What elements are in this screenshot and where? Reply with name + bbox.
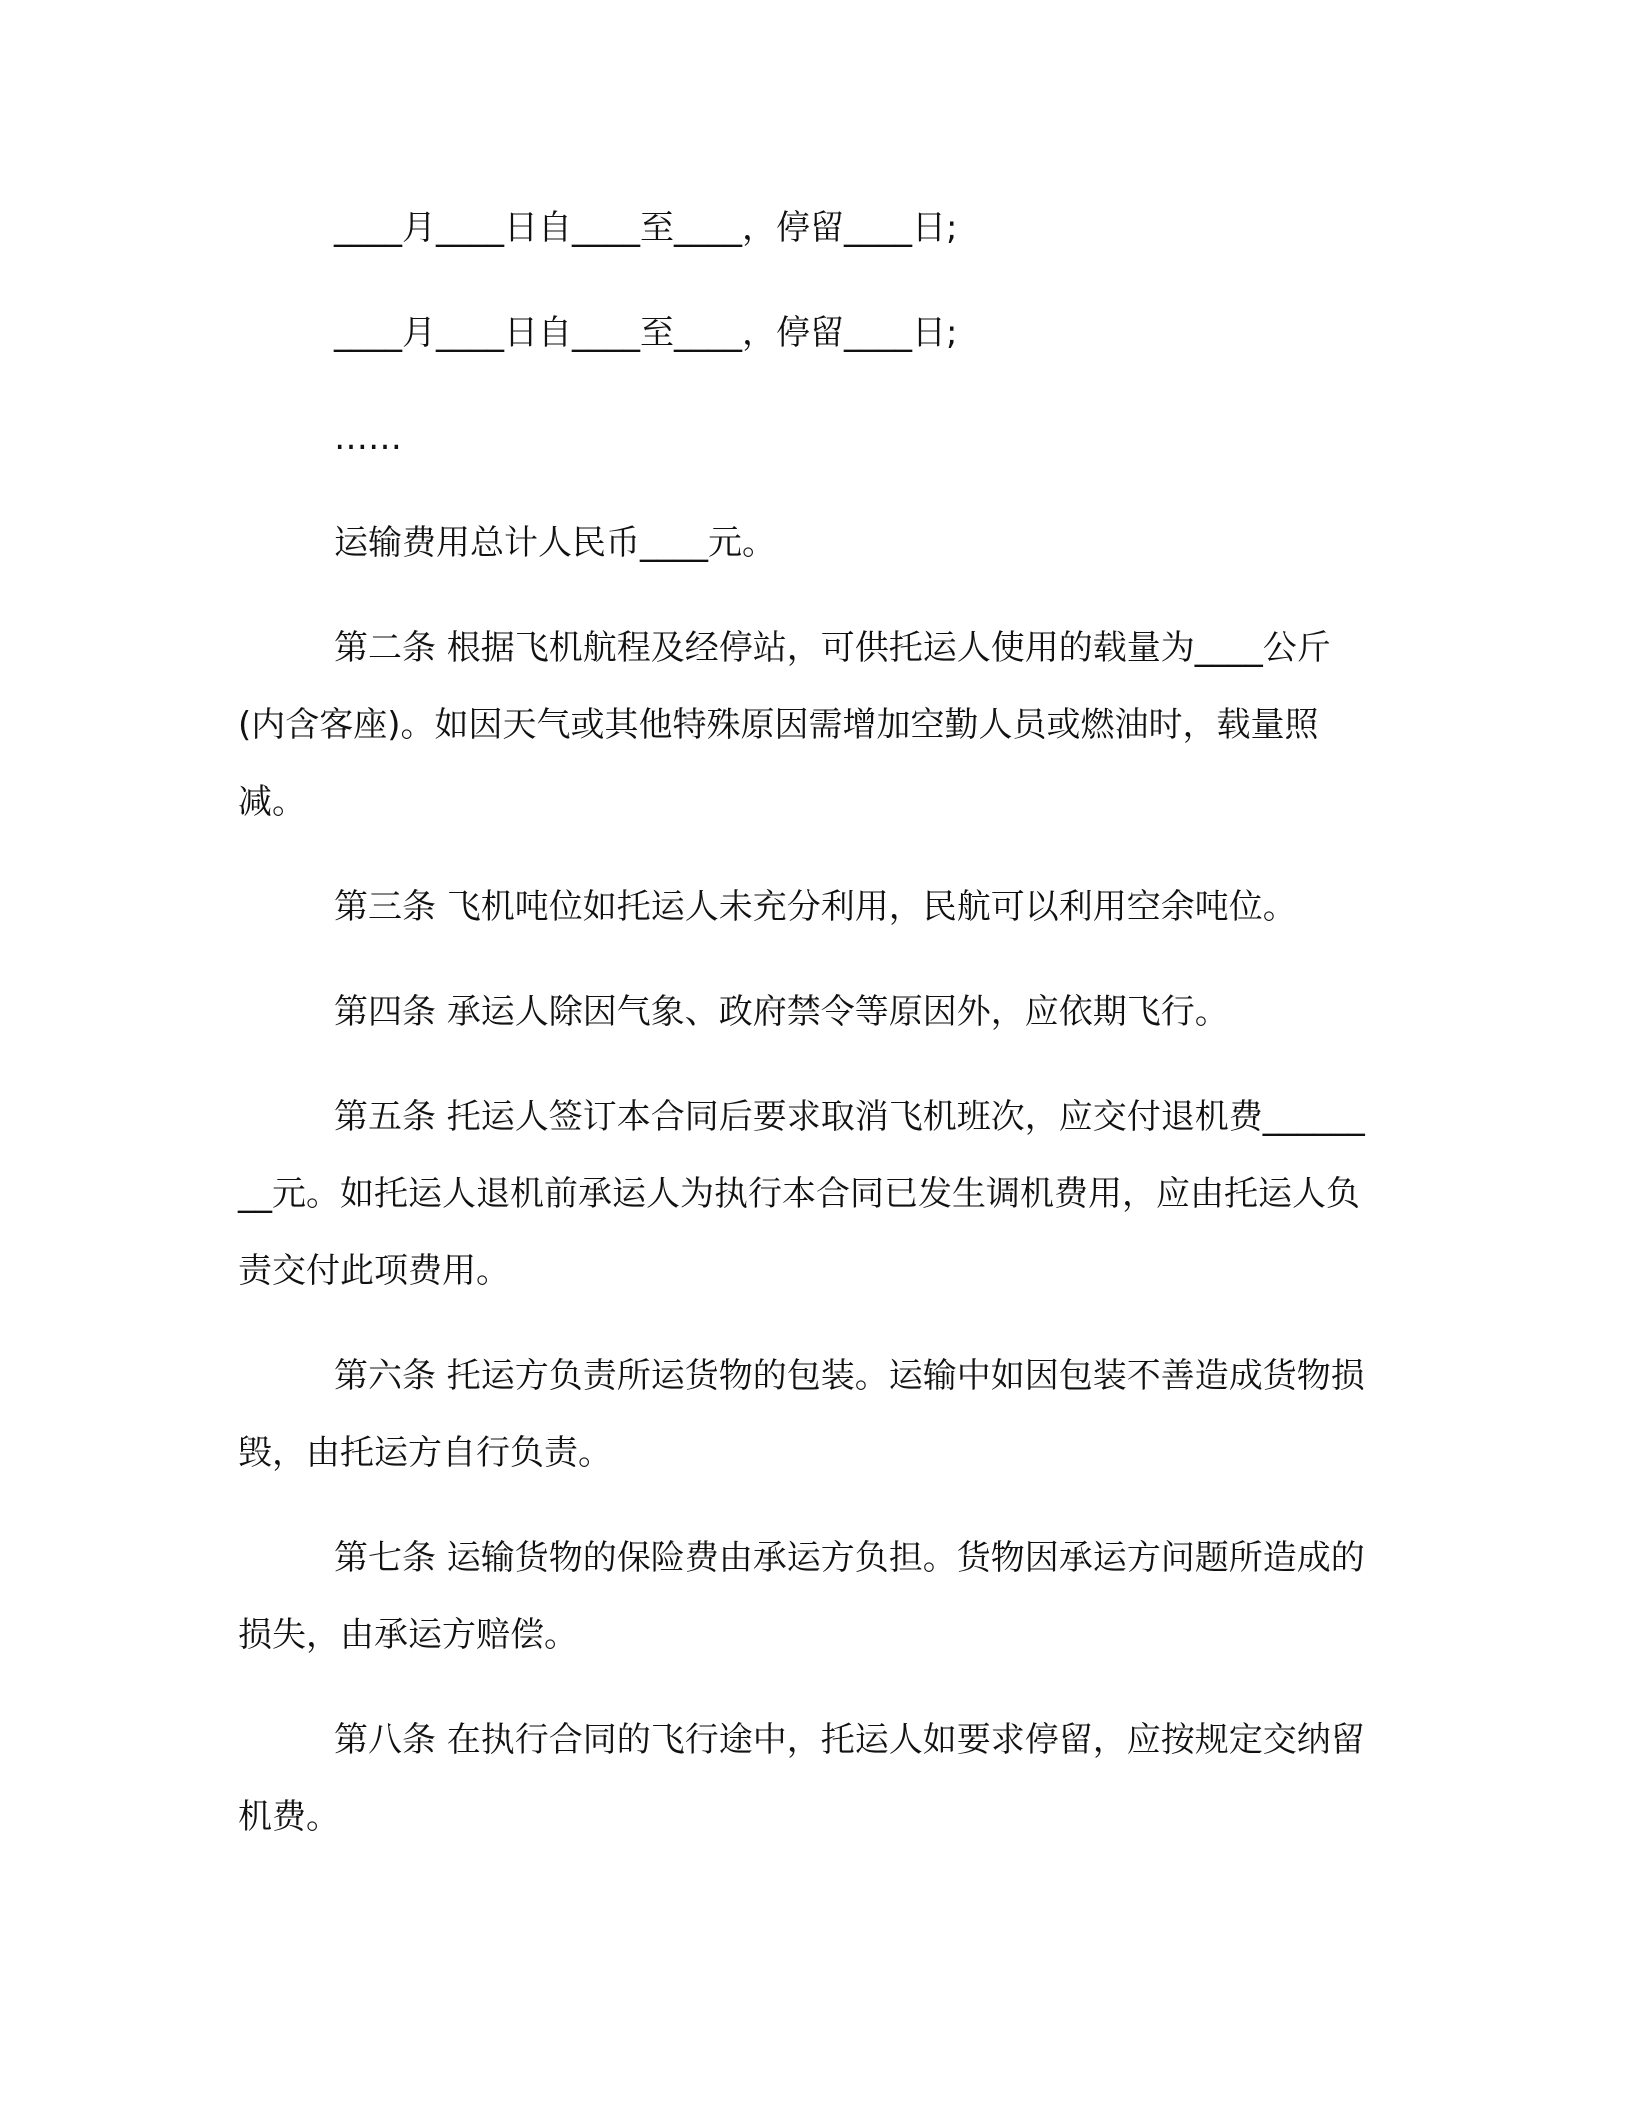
schedule-line-2: ____月____日自____至____，停留____日; <box>334 313 958 353</box>
article-6: 第六条 托运方负责所运货物的包装。运输中如因包装不善造成货物损毁，由托运方自行负责。 <box>238 1356 1365 1473</box>
schedule-line-1: ____月____日自____至____，停留____日; <box>334 208 958 248</box>
total-cost-line: 运输费用总计人民币____元。 <box>334 523 776 563</box>
article-8: 第八条 在执行合同的飞行途中，托运人如要求停留，应按规定交纳留机费。 <box>238 1720 1365 1837</box>
ellipsis-line: …… <box>334 418 402 458</box>
document-body <box>238 190 1378 1884</box>
article-7: 第七条 运输货物的保险费由承运方负担。货物因承运方问题所造成的损失，由承运方赔偿。 <box>238 1538 1365 1655</box>
article-5: 第五条 托运人签订本合同后要求取消飞机班次，应交付退机费________元。如托运人退机前承运人为执行本合同已发生调机费用，应由托运人负责交付此项费用。 <box>238 1097 1365 1291</box>
article-3: 第三条 飞机吨位如托运人未充分利用，民航可以利用空余吨位。 <box>334 887 1297 927</box>
article-2: 第二条 根据飞机航程及经停站，可供托运人使用的载量为____公斤(内含客座)。如因天气或其他特殊原因需增加空勤人员或燃油时，载量照减。 <box>238 628 1331 822</box>
article-4: 第四条 承运人除因气象、政府禁令等原因外，应依期飞行。 <box>334 992 1229 1032</box>
